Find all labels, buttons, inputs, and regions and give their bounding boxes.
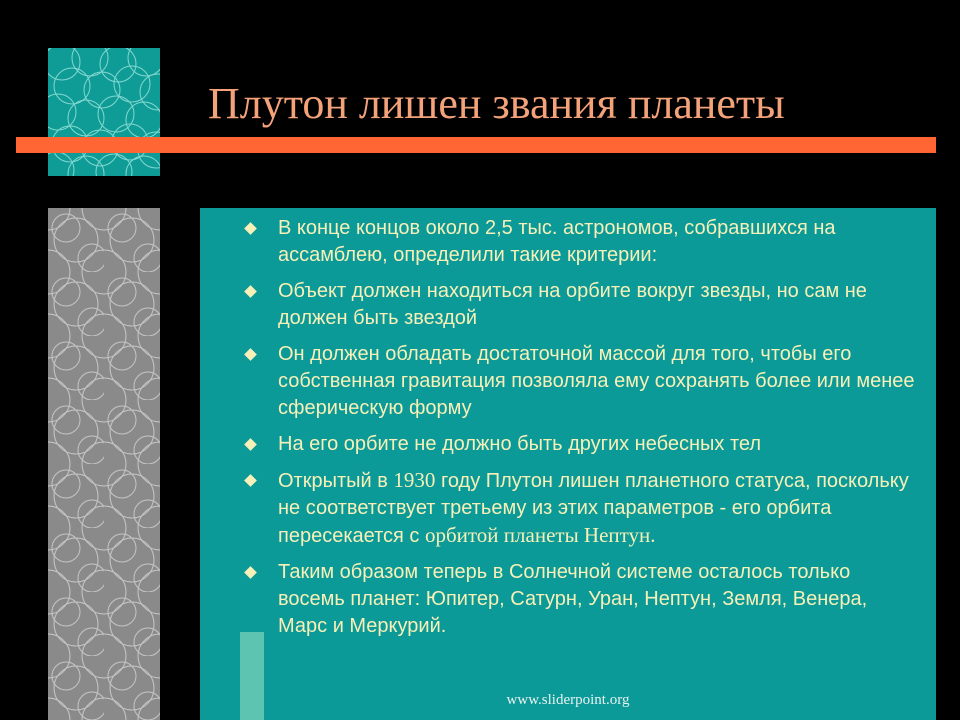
slide-title: Плутон лишен звания планеты: [208, 79, 785, 128]
bullet-text: Он должен обладать достаточной массой для того, чтобы его собственная гравитация позволяла ему сохранять более или менее сферическую форму: [278, 343, 915, 419]
bullet-year: 1930: [393, 468, 436, 492]
diamond-bullet-icon: [244, 285, 257, 298]
bullet-item: [244, 278, 916, 332]
bullet-text-part: орбитой планеты Нептун.: [424, 523, 656, 547]
circle-pattern-icon: [48, 208, 160, 720]
bullet-text: Таким образом теперь в Солнечной системе осталось только восемь планет: Юпитер, Сатурн, Уран, Нептун, Земля, Венера, Марс и Меркурий.: [278, 561, 868, 637]
decorative-gray-column: [48, 208, 160, 720]
bullet-text-part: Открытый в: [278, 470, 394, 492]
bullet-text: Объект должен находиться на орбите вокруг звезды, но сам не должен быть звездой: [278, 280, 867, 329]
bullet-text-part: году Плутон лишен планетного статуса, поскольку не соответствует третьему из этих параметров - его орбита пересекается с: [278, 470, 909, 547]
circle-pattern-icon: [48, 48, 160, 176]
diamond-bullet-icon: [244, 566, 257, 579]
diamond-bullet-icon: [244, 348, 257, 361]
diamond-bullet-icon: [244, 438, 257, 451]
decorative-teal-square: [48, 48, 160, 176]
bullet-text: В конце концов около 2,5 тыс. астрономов, собравшихся на ассамблею, определили такие критерии:: [278, 217, 836, 266]
title-underline-rule: [16, 137, 936, 153]
bullet-item: [244, 215, 916, 269]
bullet-list: [244, 215, 916, 649]
bullet-item: [244, 559, 916, 640]
diamond-bullet-icon: [244, 474, 257, 487]
bullet-item: [244, 341, 916, 422]
bullet-item: [244, 431, 916, 458]
bullet-item: [244, 467, 916, 550]
diamond-bullet-icon: [244, 222, 257, 235]
footer-url: www.sliderpoint.org: [506, 692, 630, 708]
bullet-text: На его орбите не должно быть других небесных тел: [278, 433, 762, 455]
